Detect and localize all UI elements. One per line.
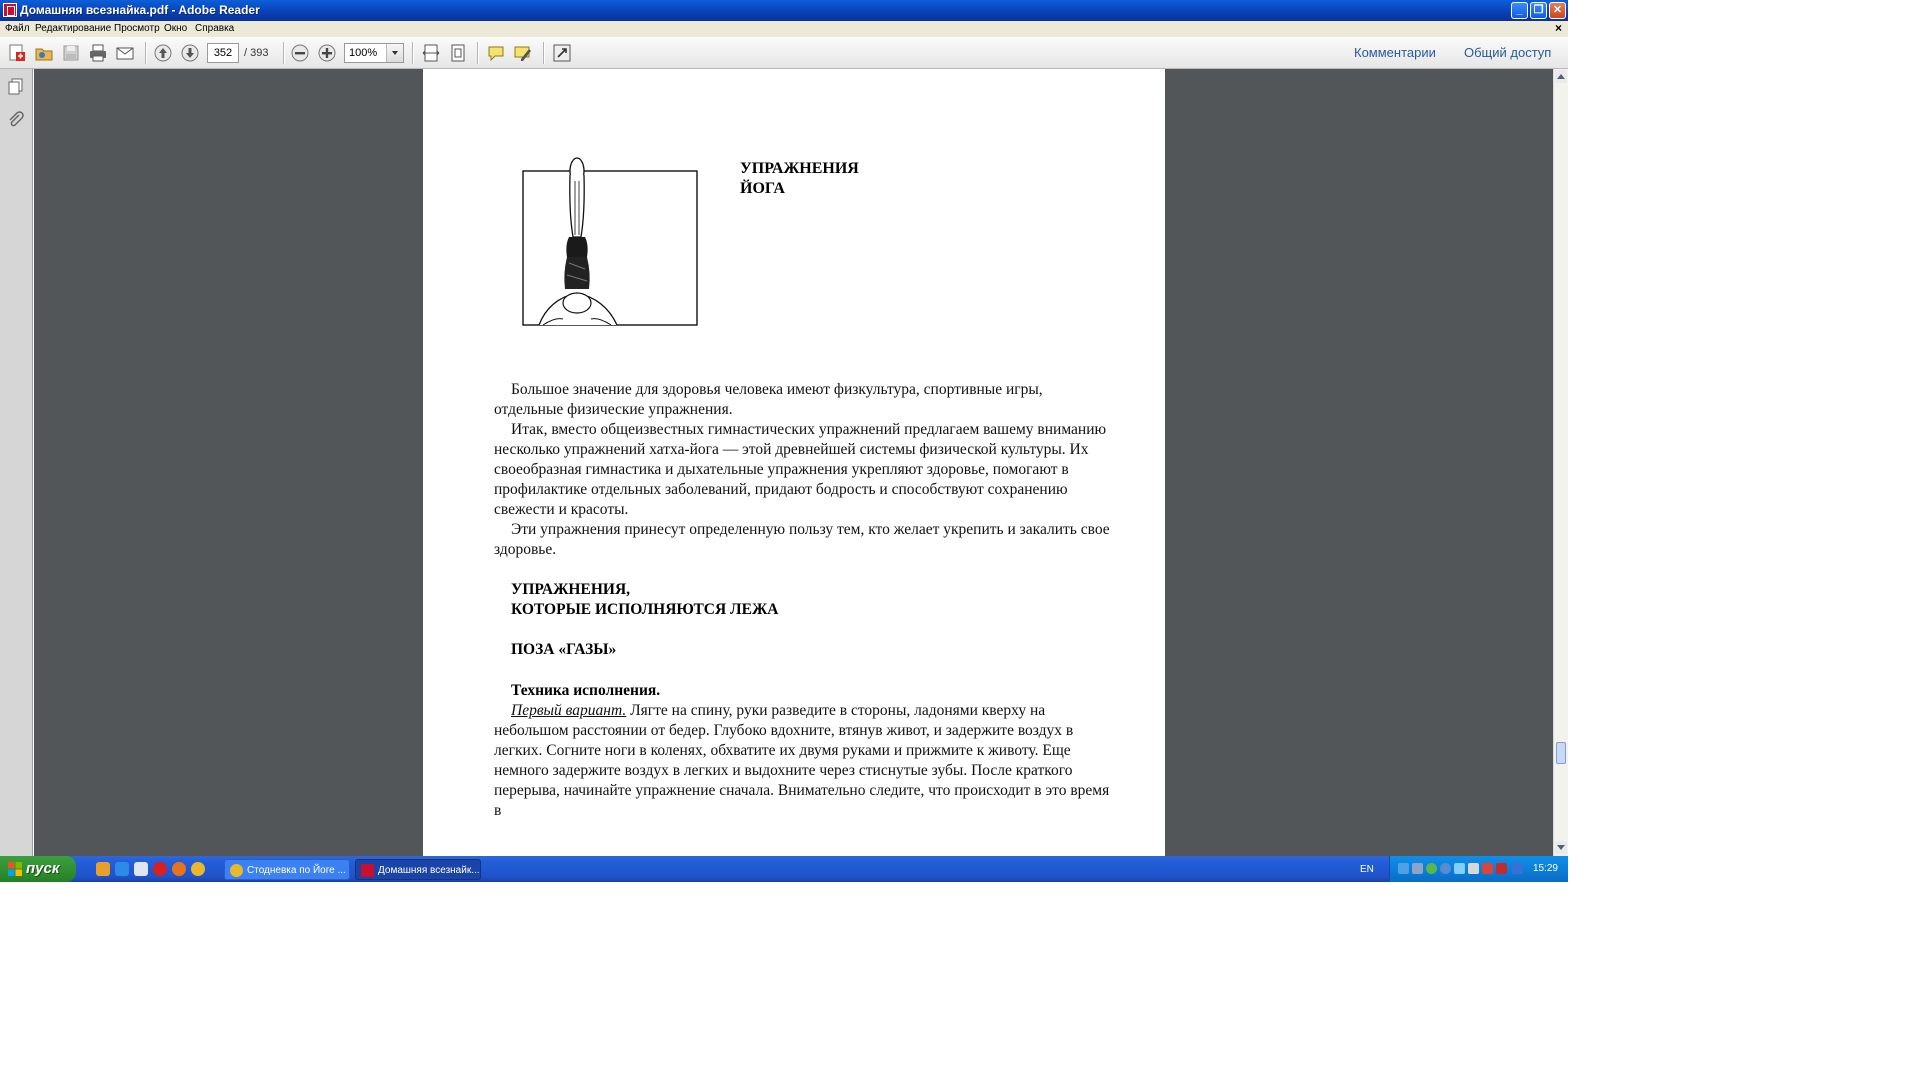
- close-document-icon[interactable]: ×: [1554, 21, 1562, 35]
- toolbar-separator: [412, 42, 414, 64]
- restore-button[interactable]: [1530, 2, 1547, 19]
- close-icon: ✕: [1552, 4, 1563, 16]
- email-icon[interactable]: [115, 43, 135, 63]
- minimize-button[interactable]: [1511, 2, 1528, 19]
- menu-bar: [0, 21, 1568, 37]
- quick-launch-chrome-icon[interactable]: [191, 862, 205, 876]
- adobe-reader-icon: [361, 864, 374, 877]
- scroll-up-button[interactable]: [1555, 70, 1567, 83]
- document-viewport[interactable]: [34, 69, 1553, 856]
- technique-heading: Техника исполнения.: [511, 682, 661, 699]
- tray-volume-icon[interactable]: [1468, 863, 1479, 874]
- variant-label: Первый вариант.: [511, 702, 627, 719]
- toolbar-separator: [145, 42, 147, 64]
- intro-paragraph-3: Эти упражнения принесут определенную пользу тем, кто желает укрепить и закалить свое здоровье.: [494, 521, 1110, 558]
- zoom-value: 100%: [349, 47, 378, 59]
- fit-page-icon[interactable]: [448, 43, 468, 63]
- vertical-scrollbar[interactable]: [1553, 69, 1568, 856]
- chapter-heading: [740, 159, 859, 199]
- page-total: / 393: [244, 47, 269, 59]
- menu-help[interactable]: Справка: [195, 23, 235, 34]
- quick-launch-ie-icon[interactable]: [115, 862, 129, 876]
- create-pdf-icon[interactable]: [7, 43, 27, 63]
- share-link[interactable]: Общий доступ: [1464, 45, 1552, 60]
- scroll-thumb[interactable]: [1556, 742, 1566, 764]
- page-number-input[interactable]: [207, 43, 239, 63]
- tray-display-icon[interactable]: [1512, 863, 1523, 874]
- intro-paragraph-2: Итак, вместо общеизвестных гимнастических упражнений предлагаем вашему вниманию несколько упражнений хатха-йога — этой древнейшей системы физической культуры. Их своеобразная гимнастика и дыхательные упражнения укрепляют здоровье, помогают в профилактике отдельных заболеваний, придают бодрость и способствуют сохранению свежести и красоты.: [494, 421, 1107, 518]
- pose-heading: ПОЗА «ГАЗЫ»: [511, 641, 617, 658]
- start-label: пуск: [26, 860, 60, 877]
- adobe-reader-app-icon[interactable]: [3, 3, 17, 17]
- minimize-icon: _: [1516, 4, 1523, 16]
- windows-flag-icon: [8, 862, 22, 876]
- taskbar-button-adobe-reader[interactable]: [355, 859, 481, 880]
- navigation-panel: [0, 69, 33, 856]
- tray-antivirus-icon[interactable]: [1426, 863, 1437, 874]
- yoga-candle-pose-illustration: [519, 153, 703, 329]
- comment-icon[interactable]: [486, 43, 506, 63]
- print-icon[interactable]: [88, 43, 108, 63]
- start-button[interactable]: [0, 856, 76, 882]
- menu-view[interactable]: Просмотр: [114, 23, 160, 34]
- window-title: Домашняя всезнайка.pdf - Adobe Reader: [20, 3, 260, 17]
- variant-paragraph: [494, 701, 1114, 821]
- windows-taskbar: [0, 856, 1568, 882]
- menu-window[interactable]: Окно: [164, 23, 188, 34]
- section-heading-line-1: УПРАЖНЕНИЯ,: [511, 581, 631, 598]
- system-tray: [1389, 856, 1568, 882]
- title-bar: [0, 0, 1568, 21]
- taskbar-button-label: Стодневка по Йоге ...: [247, 865, 346, 876]
- previous-page-icon[interactable]: [153, 43, 173, 63]
- expand-icon[interactable]: [552, 43, 572, 63]
- toolbar-separator: [543, 42, 545, 64]
- restore-icon: ❐: [1533, 4, 1544, 16]
- close-window-button[interactable]: [1549, 2, 1566, 19]
- variant-text: Лягте на спину, руки разведите в стороны, ладонями кверху на небольшом расстоянии от бедер. Глубоко вдохните, втянув живот, и задержите воздух в легких. Согните ноги в коленях, обхватите их двумя руками и прижмите к животу. Еще немного задержите воздух в легких и выдохните через стиснутые зубы. После краткого перерыва, начинайте упражнение сначала. Внимательно следите, что происходит в это время в: [494, 702, 1110, 819]
- language-indicator[interactable]: EN: [1360, 864, 1374, 875]
- zoom-select[interactable]: [344, 43, 404, 63]
- zoom-out-icon[interactable]: [290, 43, 310, 63]
- tray-help-icon[interactable]: [1440, 863, 1451, 874]
- toolbar-separator: [283, 42, 285, 64]
- save-icon[interactable]: [61, 43, 81, 63]
- comments-link[interactable]: Комментарии: [1354, 45, 1436, 60]
- highlight-icon[interactable]: [513, 43, 533, 63]
- quick-launch-winamp-icon[interactable]: [96, 862, 110, 876]
- chapter-heading-line-1: УПРАЖНЕНИЯ: [740, 160, 859, 177]
- next-page-icon[interactable]: [180, 43, 200, 63]
- tray-app-icon[interactable]: [1482, 863, 1493, 874]
- chrome-icon: [230, 864, 243, 877]
- taskbar-button-label: Домашняя всезнайк...: [378, 865, 480, 876]
- scroll-down-button[interactable]: [1555, 841, 1567, 854]
- section-heading: [511, 580, 778, 620]
- toolbar-separator: [477, 42, 479, 64]
- tray-network-icon[interactable]: [1398, 863, 1409, 874]
- taskbar-clock[interactable]: 15:29: [1532, 863, 1558, 874]
- zoom-in-icon[interactable]: [317, 43, 337, 63]
- quick-launch-firefox-icon[interactable]: [172, 862, 186, 876]
- chevron-down-icon[interactable]: [386, 44, 403, 62]
- intro-paragraph-1: Большое значение для здоровья человека имеют физкультура, спортивные игры, отдельные физические упражнения.: [494, 381, 1043, 418]
- pdf-page[interactable]: [423, 69, 1165, 856]
- tray-flag-icon[interactable]: [1496, 863, 1507, 874]
- quick-launch-opera-icon[interactable]: [153, 862, 167, 876]
- quick-launch-desktop-icon[interactable]: [134, 862, 148, 876]
- taskbar-button-chrome[interactable]: [224, 859, 350, 880]
- menu-edit[interactable]: Редактирование: [35, 23, 112, 34]
- fit-width-icon[interactable]: [421, 43, 441, 63]
- tray-network-icon-2[interactable]: [1412, 863, 1423, 874]
- attachment-icon[interactable]: [7, 111, 25, 129]
- tray-chat-icon[interactable]: [1454, 863, 1465, 874]
- section-heading-line-2: КОТОРЫЕ ИСПОЛНЯЮТСЯ ЛЕЖА: [511, 601, 779, 618]
- open-file-icon[interactable]: [34, 43, 54, 63]
- main-toolbar: [0, 37, 1568, 69]
- chapter-heading-line-2: ЙОГА: [740, 180, 785, 197]
- pages-panel-icon[interactable]: [7, 77, 25, 95]
- menu-file[interactable]: Файл: [5, 23, 30, 34]
